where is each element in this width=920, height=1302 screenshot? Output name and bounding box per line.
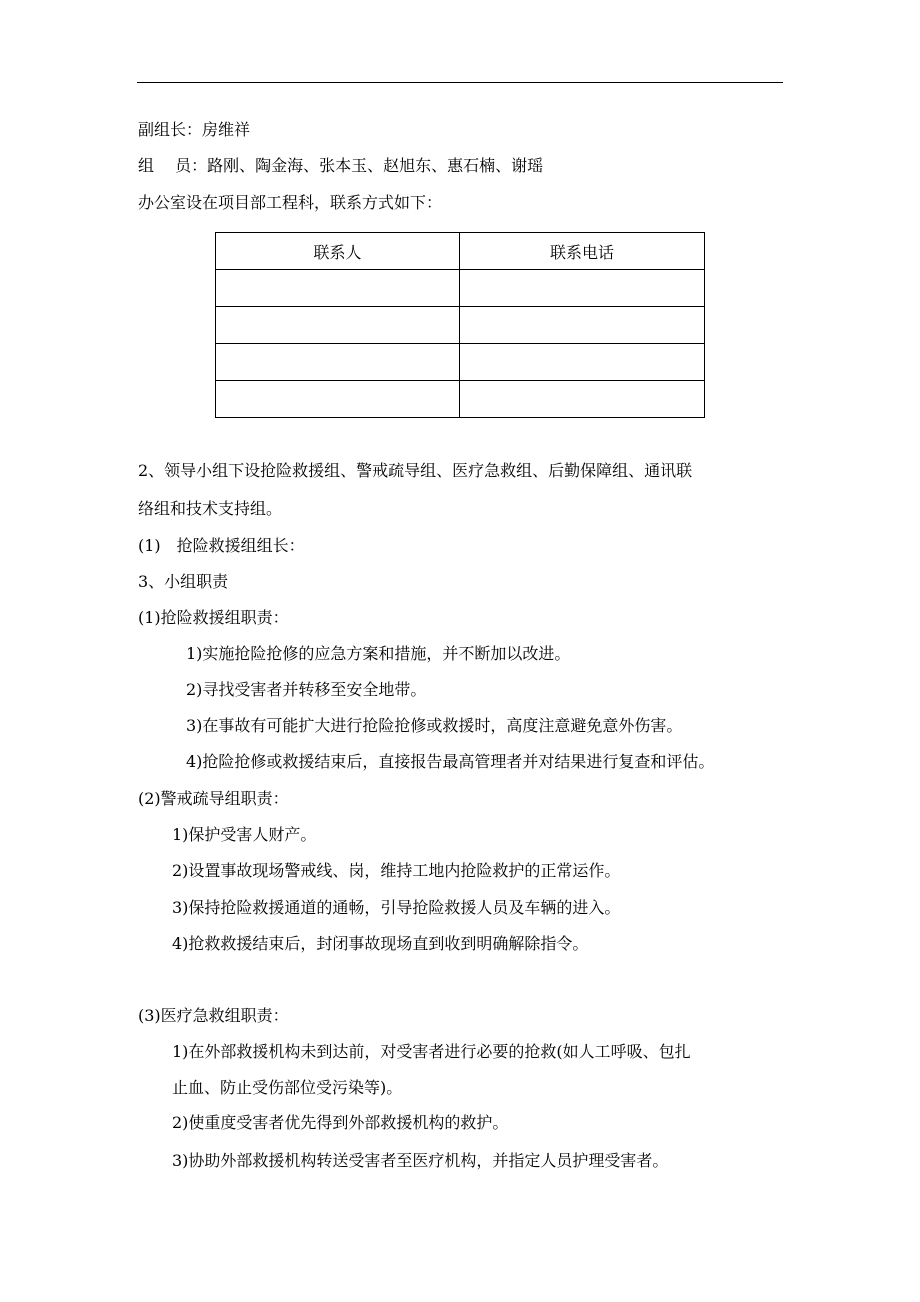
medical-duty-2: 2)使重度受害者优先得到外部救援机构的救护。 <box>172 1113 509 1132</box>
members-line: 组 员：路刚、陶金海、张本玉、赵旭东、惠石楠、谢瑶 <box>138 156 544 175</box>
table-cell <box>460 270 705 307</box>
section2-line2: 络组和技术支持组。 <box>138 499 283 518</box>
table-header-row <box>216 233 705 270</box>
rescue-leader-line: (1) 抢险救援组组长： <box>138 536 305 555</box>
medical-duty-1a: 1)在外部救援机构未到达前，对受害者进行必要的抢救(如人工呼吸、包扎 <box>172 1042 691 1061</box>
guard-duties-title: (2)警戒疏导组职责： <box>138 789 289 808</box>
rescue-duty-1: 1)实施抢险抢修的应急方案和措施，并不断加以改进。 <box>186 644 571 663</box>
header-contact-phone: 联系电话 <box>460 233 705 270</box>
table-cell <box>216 381 460 418</box>
table-cell <box>460 381 705 418</box>
rescue-duty-3: 3)在事故有可能扩大进行抢险抢修或救援时，高度注意避免意外伤害。 <box>186 716 683 735</box>
office-line: 办公室设在项目部工程科，联系方式如下： <box>138 193 443 212</box>
medical-duty-3: 3)协助外部救援机构转送受害者至医疗机构，并指定人员护理受害者。 <box>172 1151 669 1170</box>
table-cell <box>216 270 460 307</box>
table-row <box>216 307 705 344</box>
guard-duty-3: 3)保持抢险救援通道的通畅，引导抢险救援人员及车辆的进入。 <box>172 898 621 917</box>
guard-duty-1: 1)保护受害人财产。 <box>172 825 317 844</box>
medical-duty-1b: 止血、防止受伤部位受污染等)。 <box>172 1078 403 1097</box>
guard-duty-2: 2)设置事故现场警戒线、岗，维持工地内抢险救护的正常运作。 <box>172 861 621 880</box>
header-contact-person: 联系人 <box>216 233 460 270</box>
table-cell <box>460 344 705 381</box>
table-row <box>216 344 705 381</box>
table-cell <box>216 307 460 344</box>
contact-table <box>215 232 705 418</box>
deputy-leader-line: 副组长：房维祥 <box>138 120 251 139</box>
section2-line1: 2、领导小组下设抢险救援组、警戒疏导组、医疗急救组、后勤保障组、通讯联 <box>138 461 693 480</box>
rescue-duty-2: 2)寻找受害者并转移至安全地带。 <box>186 680 427 699</box>
table-row <box>216 381 705 418</box>
table-row <box>216 270 705 307</box>
guard-duty-4: 4)抢救救援结束后，封闭事故现场直到收到明确解除指令。 <box>172 934 589 953</box>
rescue-duties-title: (1)抢险救援组职责： <box>138 608 289 627</box>
section3-heading: 3、小组职责 <box>138 572 229 591</box>
rescue-duty-4: 4)抢险抢修或救援结束后，直接报告最高管理者并对结果进行复查和评估。 <box>186 752 715 771</box>
table-cell <box>460 307 705 344</box>
medical-duties-title: (3)医疗急救组职责： <box>138 1006 289 1025</box>
table-cell <box>216 344 460 381</box>
header-rule <box>137 82 783 83</box>
